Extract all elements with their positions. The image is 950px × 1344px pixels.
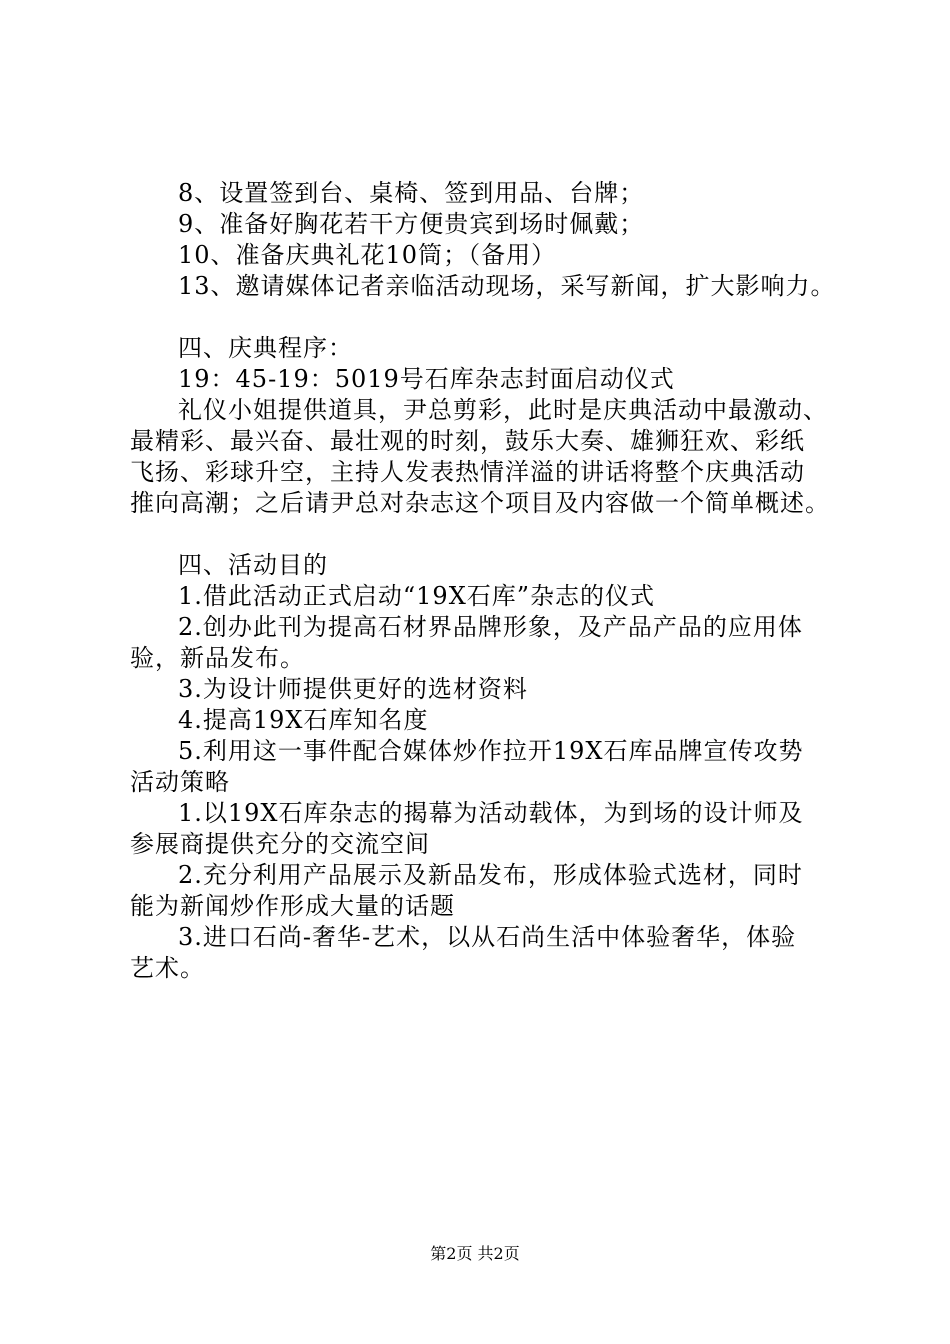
list-item: 1.借此活动正式启动“19X石库”杂志的仪式 xyxy=(178,582,656,610)
blank-line xyxy=(130,519,850,550)
schedule-line: 19：45-19：5019号石库杂志封面启动仪式 xyxy=(178,365,675,393)
section-heading: 四、活动目的 xyxy=(178,551,328,579)
paragraph-line: 飞扬、彩球升空，主持人发表热情洋溢的讲话将整个庆典活动 xyxy=(130,458,805,486)
list-item-continued: 能为新闻炒作形成大量的话题 xyxy=(130,892,455,920)
list-item-continued: 艺术。 xyxy=(130,954,205,982)
list-item: 2.创办此刊为提高石材界品牌形象，及产品产品的应用体 xyxy=(178,613,803,641)
list-item: 3.进口石尚-奢华-艺术，以从石尚生活中体验奢华，体验 xyxy=(178,923,797,951)
list-item: 8、设置签到台、桌椅、签到用品、台牌； xyxy=(178,179,645,207)
list-item: 5.利用这一事件配合媒体炒作拉开19X石库品牌宣传攻势 xyxy=(178,737,804,765)
list-item-continued: 验，新品发布。 xyxy=(130,644,305,672)
list-item: 9、准备好胸花若干方便贵宾到场时佩戴； xyxy=(178,210,645,238)
list-item: 1.以19X石库杂志的揭幕为活动载体，为到场的设计师及 xyxy=(178,799,804,827)
section-heading: 四、庆典程序： xyxy=(178,334,353,362)
blank-line xyxy=(130,302,850,333)
document-body xyxy=(130,178,850,984)
paragraph-line: 推向高潮；之后请尹总对杂志这个项目及内容做一个简单概述。 xyxy=(130,489,830,517)
page-footer: 第2页 共2页 xyxy=(430,1244,520,1263)
list-item-continued: 参展商提供充分的交流空间 xyxy=(130,830,430,858)
paragraph-line: 最精彩、最兴奋、最壮观的时刻，鼓乐大奏、雄狮狂欢、彩纸 xyxy=(130,427,805,455)
list-item: 3.为设计师提供更好的选材资料 xyxy=(178,675,528,703)
list-item: 10、准备庆典礼花10筒；（备用） xyxy=(178,241,557,269)
list-item: 13、邀请媒体记者亲临活动现场，采写新闻，扩大影响力。 xyxy=(178,272,836,300)
list-item: 4.提高19X石库知名度 xyxy=(178,706,429,734)
list-item: 2.充分利用产品展示及新品发布，形成体验式选材，同时 xyxy=(178,861,803,889)
list-item-continued: 活动策略 xyxy=(130,768,230,796)
paragraph-line: 礼仪小姐提供道具，尹总剪彩，此时是庆典活动中最激动、 xyxy=(178,396,828,424)
